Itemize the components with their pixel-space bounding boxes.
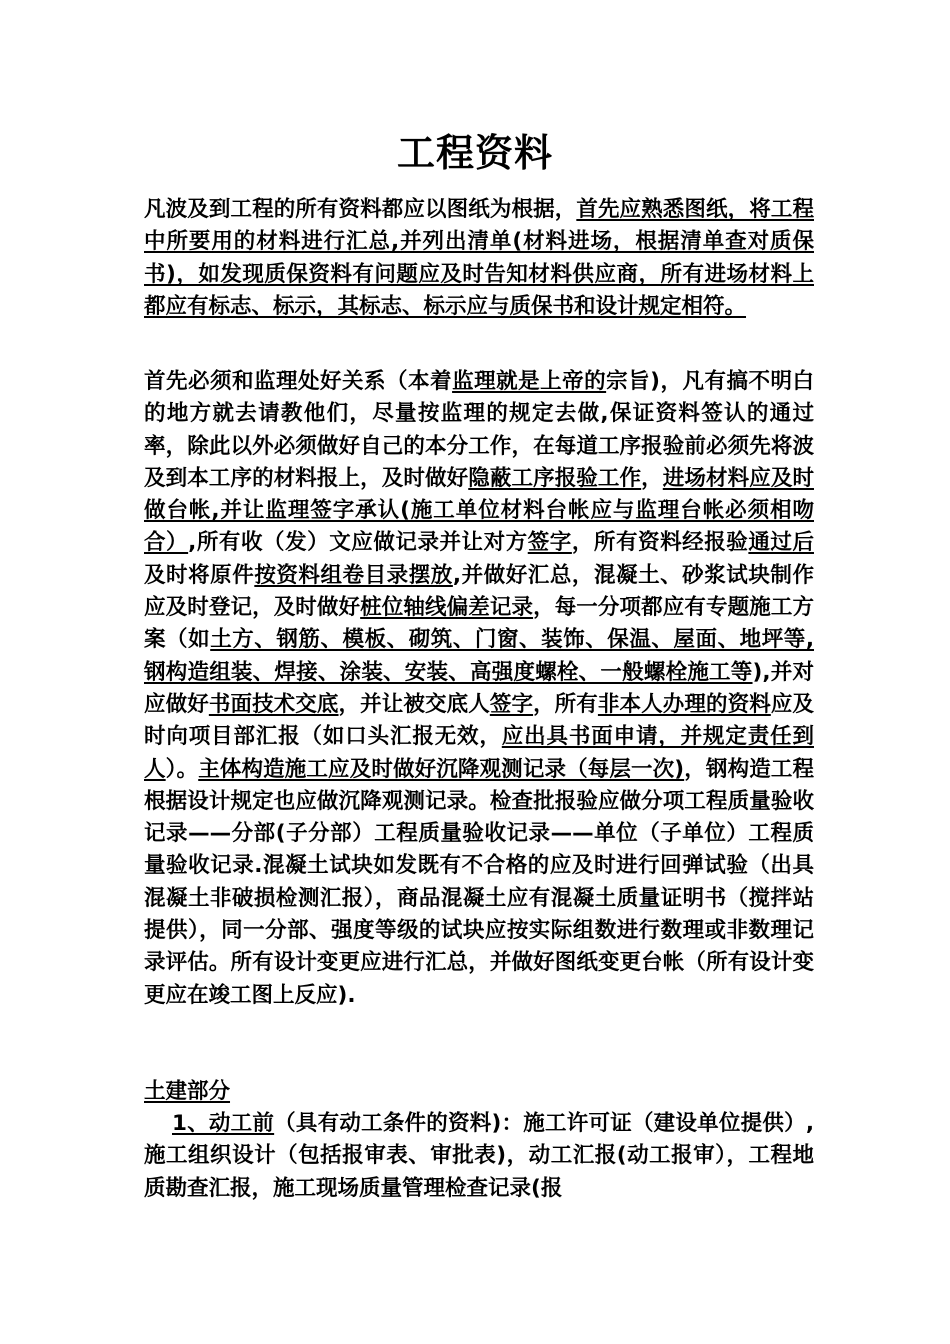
para2-text-9: ，所有资料经报验: [571, 530, 749, 556]
para2-text-3: 宗旨)，凡有搞不明白的地方就去请教他们，尽量按监理的规定去做,保证资料签认的通过率，除此以外必须做好自己的本分工作，在每道工序报验前必须先将波及到本工序的材料报上，及时做好: [144, 369, 814, 491]
paragraph-preconstruction: [144, 1108, 814, 1205]
para2-text-24: 应出具书面申请，并规定责任到人: [144, 724, 814, 782]
para2-text-6: 进场材料应及时做台帐,并让监理签字承认(施工单位材料台帐应与监理台帐必须相吻合）: [144, 465, 814, 556]
para2-text-17: ),并对应做好: [144, 659, 814, 717]
para2-text-21: ，所有: [533, 691, 598, 717]
para2-text-13: ,并做好汇总，混凝土、砂浆试块制作应及时登记，及时做好: [144, 562, 814, 621]
para2-text-2: 监理就是上帝的: [452, 369, 607, 394]
para2-text-1: 首先必须和监理处好关系（本着: [144, 369, 453, 394]
para2-text-5: ，: [641, 465, 663, 491]
para2-text-10: 通过后: [748, 530, 814, 556]
para2-text-27: ，钢构造工程根据设计规定也应做沉降观测记录。检查批报验应做分项工程质量验收记录——分部(子分部）工程质量验收记录——单位（子单位）工程质量验收记录.混凝土试块如发既有不合格的应及时进行回弹试验（出具混凝土非破损检测汇报），商品混凝土应有混凝土质量证明书（搅拌站提供），同一分部、强度等级的试块应按实际组数进行数理或非数理记录评估。所有设计变更应进行汇总，并做好图纸变更台帐（所有设计变更应在竣工图上反应).: [144, 756, 814, 1008]
para2-text-26: 主体构造施工应及时做好沉降观测记录（每层一次): [198, 756, 685, 782]
para2-text-23: 应及时向项目部汇报（如口头汇报无效，: [144, 691, 814, 750]
document-title: 工程资料: [396, 131, 553, 175]
para2-text-15: ，每一分项都应有专题施工方案（如: [144, 595, 814, 653]
item1-label: 1、动工前: [172, 1111, 275, 1136]
para2-text-14: 桩位轴线偏差记录: [360, 595, 534, 621]
para2-text-20: 签字: [489, 691, 534, 717]
para1-text-2: 首先应熟悉图纸，将工程中所要用的材料进行汇总,并列出清单(材料进场，根据清单查对质保书)，如发现质保资料有问题应及时告知材料供应商，所有进场材料上都应有标志、标示，其标志、标示应与质保书和设计规定相符。: [144, 197, 814, 319]
para2-text-25: ）。: [165, 756, 199, 782]
para2-text-8: 签字: [527, 530, 572, 556]
item1-text: （具有动工条件的资料)：施工许可证（建设单位提供）,施工组织设计（包括报审表、审批表)，动工汇报(动工报审），工程地质勘查汇报，施工现场质量管理检查记录(报: [144, 1111, 814, 1201]
para2-text-12: 按资料组卷目录摆放: [254, 562, 453, 588]
para2-text-11: 及时将原件: [144, 562, 255, 588]
para2-text-19: ，并让被交底人: [338, 691, 490, 717]
section-heading: 土建部分: [144, 1079, 231, 1104]
para2-text-22: 非本人办理的资料: [597, 691, 771, 717]
para1-text-1: 凡波及到工程的所有资料都应以图纸为根据，: [144, 197, 577, 222]
para2-text-16: 土方、钢筋、模板、砌筑、门窗、装饰、保温、屋面、地坪等,钢构造组装、焊接、涂装、安装、高强度螺栓、一般螺栓施工等: [144, 627, 814, 685]
para2-text-7: ,所有收（发）文应做记录并让对方: [188, 530, 528, 556]
paragraph-supervision: [144, 366, 814, 1012]
para2-text-18: 书面技术交底: [208, 691, 339, 717]
paragraph-materials: [144, 194, 814, 323]
para2-text-4: 隐蔽工序报验工作: [468, 465, 642, 491]
